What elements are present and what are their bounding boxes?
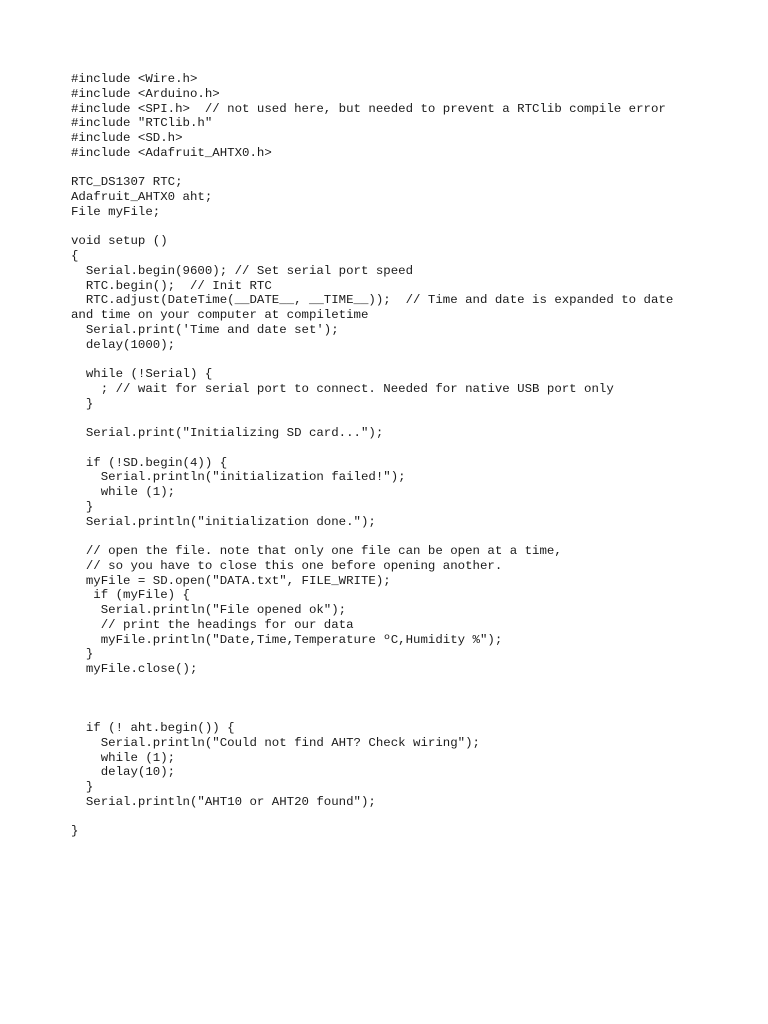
code-line: // so you have to close this one before opening another. [71, 558, 503, 573]
code-line [71, 677, 711, 692]
code-line [71, 411, 711, 426]
code-line: #include <SPI.h> // not used here, but needed to prevent a RTClib compile error [71, 101, 666, 116]
code-line [71, 352, 711, 367]
code-line: while (!Serial) { [71, 367, 213, 381]
code-line: Serial.println("Could not find AHT? Check wiring"); [71, 735, 480, 750]
code-line: #include <SD.h> [71, 131, 183, 145]
code-line: Adafruit_AHTX0 aht; [71, 190, 213, 204]
code-line: } [71, 780, 94, 794]
code-line: and time on your computer at compiletime [71, 308, 369, 322]
code-line: Serial.begin(9600); // Set serial port speed [71, 263, 414, 278]
code-line: File myFile; [71, 204, 161, 219]
code-line: if (! aht.begin()) { [71, 721, 235, 735]
code-line: { [71, 249, 79, 263]
code-line [71, 810, 711, 825]
code-line: Serial.print('Time and date set'); [71, 322, 339, 337]
code-line: if (myFile) { [71, 588, 190, 603]
code-line: while (1); [71, 750, 176, 765]
code-line: Serial.println("File opened ok"); [71, 603, 347, 617]
code-line: if (!SD.begin(4)) { [71, 455, 228, 470]
code-line: RTC_DS1307 RTC; [71, 175, 183, 190]
code-line [71, 692, 711, 707]
code-line: myFile.close(); [71, 662, 198, 676]
code-line: } [71, 824, 79, 839]
code-line: Serial.println("initialization failed!"); [71, 470, 406, 485]
code-line: // open the file. note that only one file can be open at a time, [71, 544, 562, 558]
code-line: Serial.print("Initializing SD card..."); [71, 426, 384, 440]
code-line: myFile.println("Date,Time,Temperature ºC,Humidity %"); [71, 632, 503, 647]
code-line: } [71, 396, 94, 411]
code-line: #include "RTClib.h" [71, 116, 213, 131]
code-line: void setup () [71, 234, 168, 249]
code-line: Serial.println("initialization done."); [71, 514, 376, 529]
code-line: #include <Wire.h> [71, 72, 198, 86]
code-line [71, 706, 711, 721]
code-line: delay(1000); [71, 337, 176, 352]
code-line: // print the headings for our data [71, 617, 354, 632]
code-line: RTC.adjust(DateTime(__DATE__, __TIME__)); // Time and date is expanded to date [71, 293, 674, 308]
code-listing [71, 72, 711, 839]
code-line: myFile = SD.open("DATA.txt", FILE_WRITE); [71, 573, 391, 588]
code-line: #include <Arduino.h> [71, 86, 220, 101]
code-line [71, 529, 711, 544]
code-line: delay(10); [71, 765, 176, 780]
code-line: Serial.println("AHT10 or AHT20 found"); [71, 794, 376, 809]
code-line: RTC.begin(); // Init RTC [71, 278, 272, 293]
code-line: } [71, 647, 94, 662]
code-line: ; // wait for serial port to connect. Needed for native USB port only [71, 381, 614, 396]
code-line [71, 441, 711, 456]
code-line [71, 220, 711, 235]
code-line: while (1); [71, 485, 176, 499]
code-line: } [71, 499, 94, 514]
code-line: #include <Adafruit_AHTX0.h> [71, 145, 272, 160]
code-line [71, 161, 711, 176]
